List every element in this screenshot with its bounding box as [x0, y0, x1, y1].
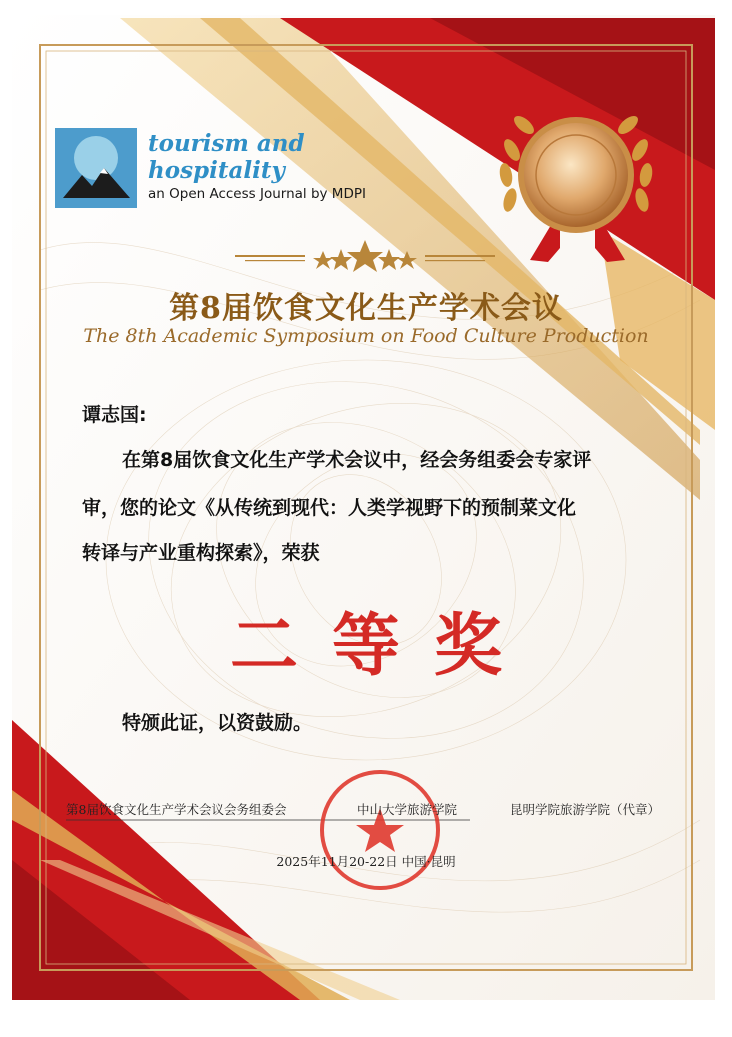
closing-text: 特颁此证，以资鼓励。: [122, 712, 313, 734]
organizer-committee: 第8届饮食文化生产学术会议会务组委会: [66, 802, 287, 817]
certificate-title-cn: 第8届饮食文化生产学术会议: [169, 291, 563, 326]
journal-subtitle: an Open Access Journal by MDPI: [148, 186, 366, 202]
organizer-kmu: 昆明学院旅游学院（代章）: [510, 802, 661, 817]
journal-name: [148, 130, 305, 184]
organizer-sysu: 中山大学旅游学院: [357, 802, 458, 817]
award-level: 二等奖: [229, 606, 536, 686]
recipient-name: 谭志国:: [82, 404, 147, 426]
journal-logo: [55, 128, 137, 208]
certificate-title-en: The 8th Academic Symposium on Food Culture Production: [83, 325, 649, 347]
body-line-3: 转译与产业重构探索》，荣获: [82, 542, 320, 564]
date-location: 2025年11月20-22日 中国·昆明: [276, 854, 456, 869]
body-line-2: 审，您的论文《从传统到现代：人类学视野下的预制菜文化: [82, 497, 577, 519]
journal-name-line1: tourism and: [148, 130, 305, 157]
journal-name-line2: hospitality: [148, 157, 285, 184]
body-line-1: 在第8届饮食文化生产学术会议中，经会务组委会专家评: [122, 449, 592, 471]
